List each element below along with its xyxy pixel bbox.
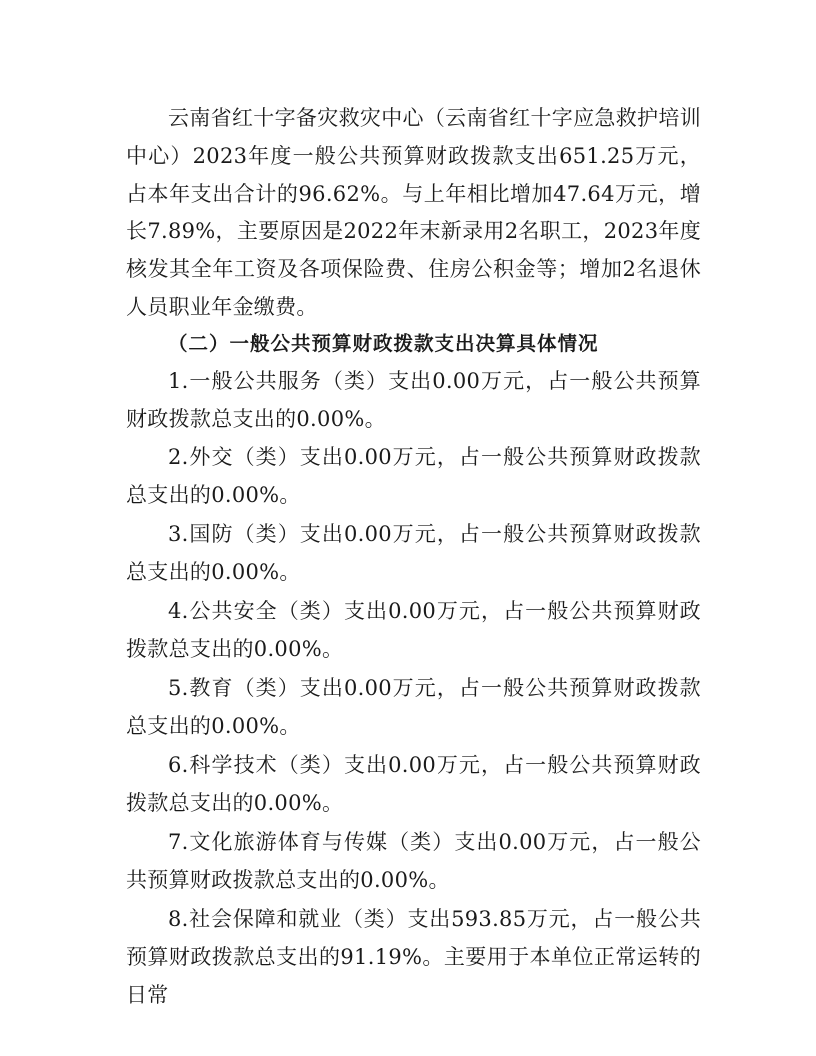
list-item: 4.公共安全（类）支出0.00万元，占一般公共预算财政拨款总支出的0.00%。 — [126, 599, 701, 661]
list-item: 8.社会保障和就业（类）支出593.85万元，占一般公共预算财政拨款总支出的91.19%。主要用于本单位正常运转的日常 — [126, 907, 701, 1007]
intro-paragraph: 云南省红十字备灾救灾中心（云南省红十字应急救护培训中心）2023年度一般公共预算财政拨款支出651.25万元，占本年支出合计的96.62%。与上年相比增加47.64万元，增长7.89%，主要原因是2022年末新录用2名职工，2023年度核发其全年工资及各项保险费、住房公积金等；增加2名退休人员职业年金缴费。 — [126, 106, 701, 319]
list-item: 6.科学技术（类）支出0.00万元，占一般公共预算财政拨款总支出的0.00%。 — [126, 753, 701, 815]
section-heading: （二）一般公共预算财政拨款支出决算具体情况 — [168, 332, 599, 355]
list-item: 3.国防（类）支出0.00万元，占一般公共预算财政拨款总支出的0.00%。 — [126, 522, 701, 584]
list-item: 2.外交（类）支出0.00万元，占一般公共预算财政拨款总支出的0.00%。 — [126, 445, 701, 507]
list-item: 5.教育（类）支出0.00万元，占一般公共预算财政拨款总支出的0.00%。 — [126, 676, 701, 738]
list-item: 7.文化旅游体育与传媒（类）支出0.00万元，占一般公共预算财政拨款总支出的0.00%。 — [126, 830, 701, 892]
list-item: 1.一般公共服务（类）支出0.00万元，占一般公共预算财政拨款总支出的0.00%。 — [126, 369, 701, 431]
